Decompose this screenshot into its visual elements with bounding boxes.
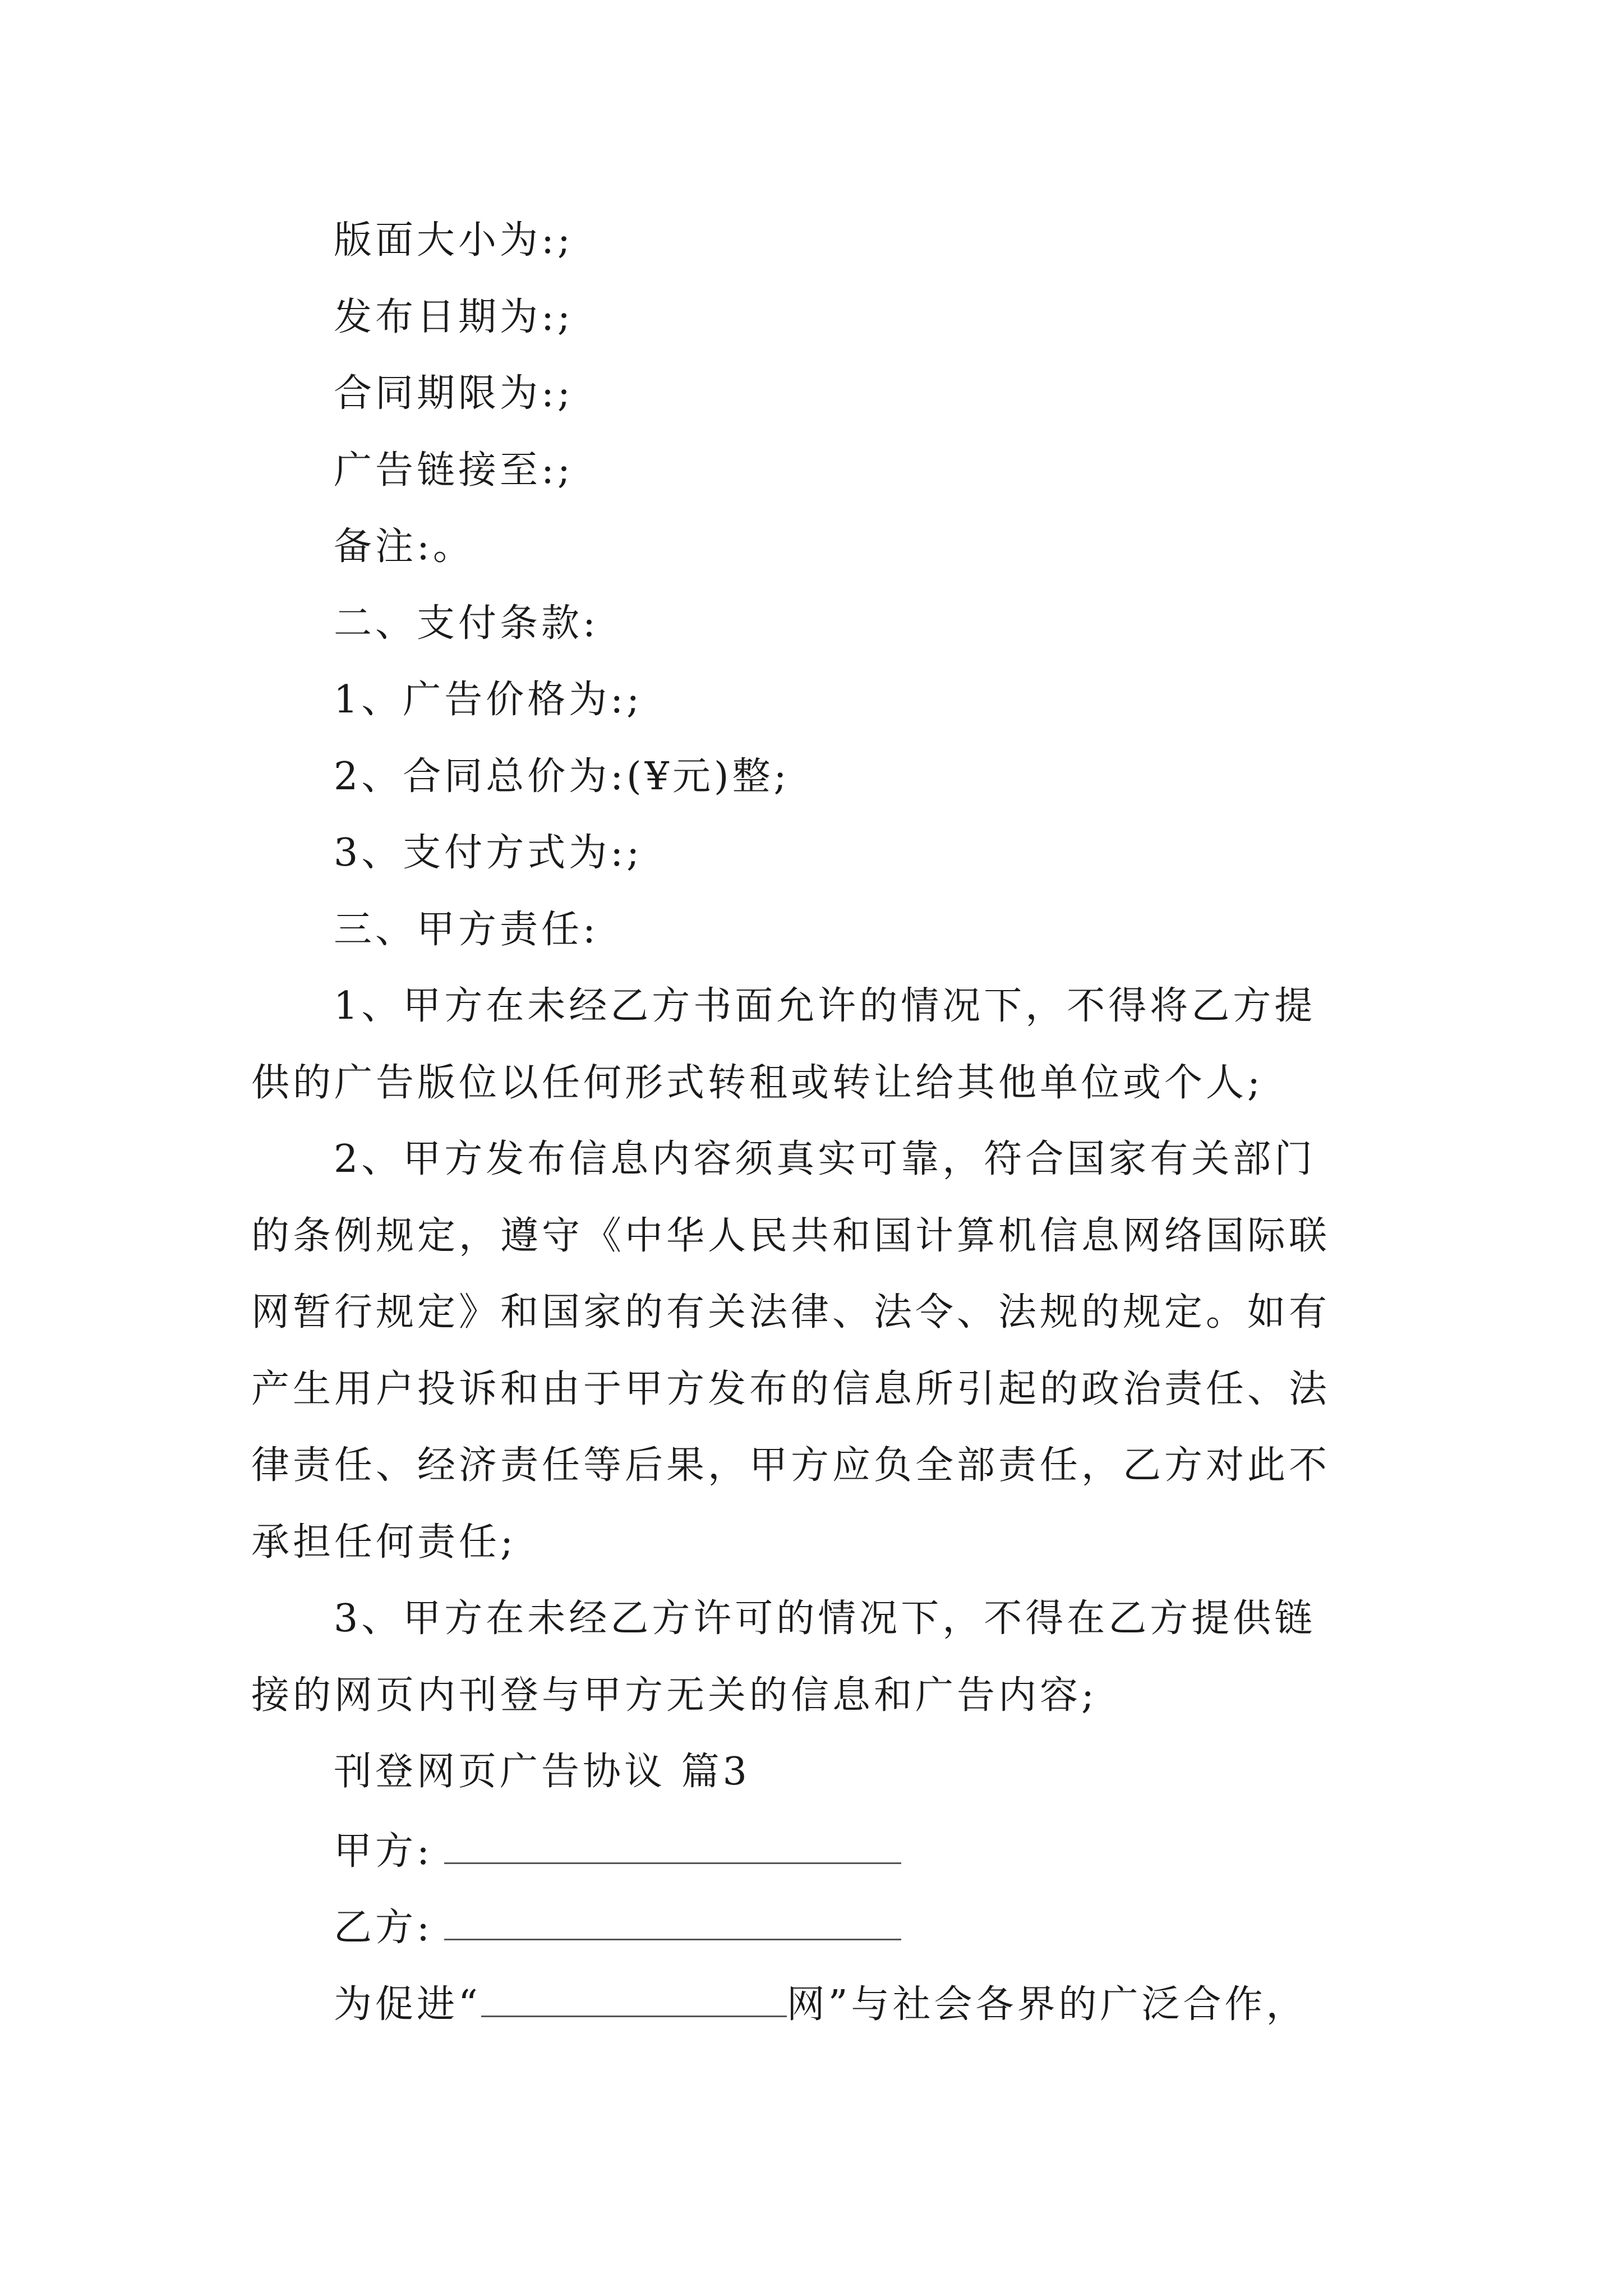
text-line: 3、支付方式为:; xyxy=(334,831,643,875)
text-line: 广告链接至:; xyxy=(334,448,574,493)
text-prefix: 为促进“ xyxy=(334,1982,481,2027)
text-line: 备注:。 xyxy=(334,524,474,569)
party-a-line xyxy=(334,1829,1483,1874)
text-line: 1、广告价格为:; xyxy=(334,678,643,722)
section-heading: 二、支付条款: xyxy=(334,601,599,646)
party-b-label: 乙方: xyxy=(334,1906,433,1950)
party-b-blank xyxy=(444,1906,901,1940)
text-line: 合同期限为:; xyxy=(334,371,574,416)
text-suffix: 网”与社会各界的广泛合作， xyxy=(786,1982,1308,2027)
text-line: 版面大小为:; xyxy=(334,218,574,263)
party-a-label: 甲方: xyxy=(334,1829,433,1874)
text-line: 1、甲方在未经乙方书面允许的情况下，不得将乙方提 xyxy=(334,984,1316,1028)
text-line xyxy=(334,1982,1483,2027)
text-line: 3、甲方在未经乙方许可的情况下，不得在乙方提供链 xyxy=(334,1596,1316,1641)
text-line: 产生用户投诉和由于甲方发布的信息所引起的政治责任、法 xyxy=(251,1367,1331,1411)
document-title: 刊登网页广告协议 篇3 xyxy=(334,1750,750,1794)
text-line: 的条例规定，遵守《中华人民共和国计算机信息网络国际联 xyxy=(251,1214,1331,1258)
text-line: 2、合同总价为:(¥元)整; xyxy=(334,754,790,799)
party-b-line xyxy=(334,1906,1483,1950)
text-line: 供的广告版位以任何形式转租或转让给其他单位或个人; xyxy=(251,1061,1264,1105)
text-line: 承担任何责任; xyxy=(251,1520,517,1565)
text-line: 发布日期为:; xyxy=(334,295,574,339)
party-a-blank xyxy=(444,1830,901,1864)
site-name-blank xyxy=(481,1983,787,2017)
text-line: 接的网页内刊登与甲方无关的信息和广告内容; xyxy=(251,1673,1098,1718)
section-heading: 三、甲方责任: xyxy=(334,908,599,952)
text-line: 律责任、经济责任等后果，甲方应负全部责任，乙方对此不 xyxy=(251,1443,1331,1488)
text-line: 2、甲方发布信息内容须真实可靠，符合国家有关部门 xyxy=(334,1137,1316,1181)
text-line: 网暂行规定》和国家的有关法律、法令、法规的规定。如有 xyxy=(251,1290,1331,1335)
